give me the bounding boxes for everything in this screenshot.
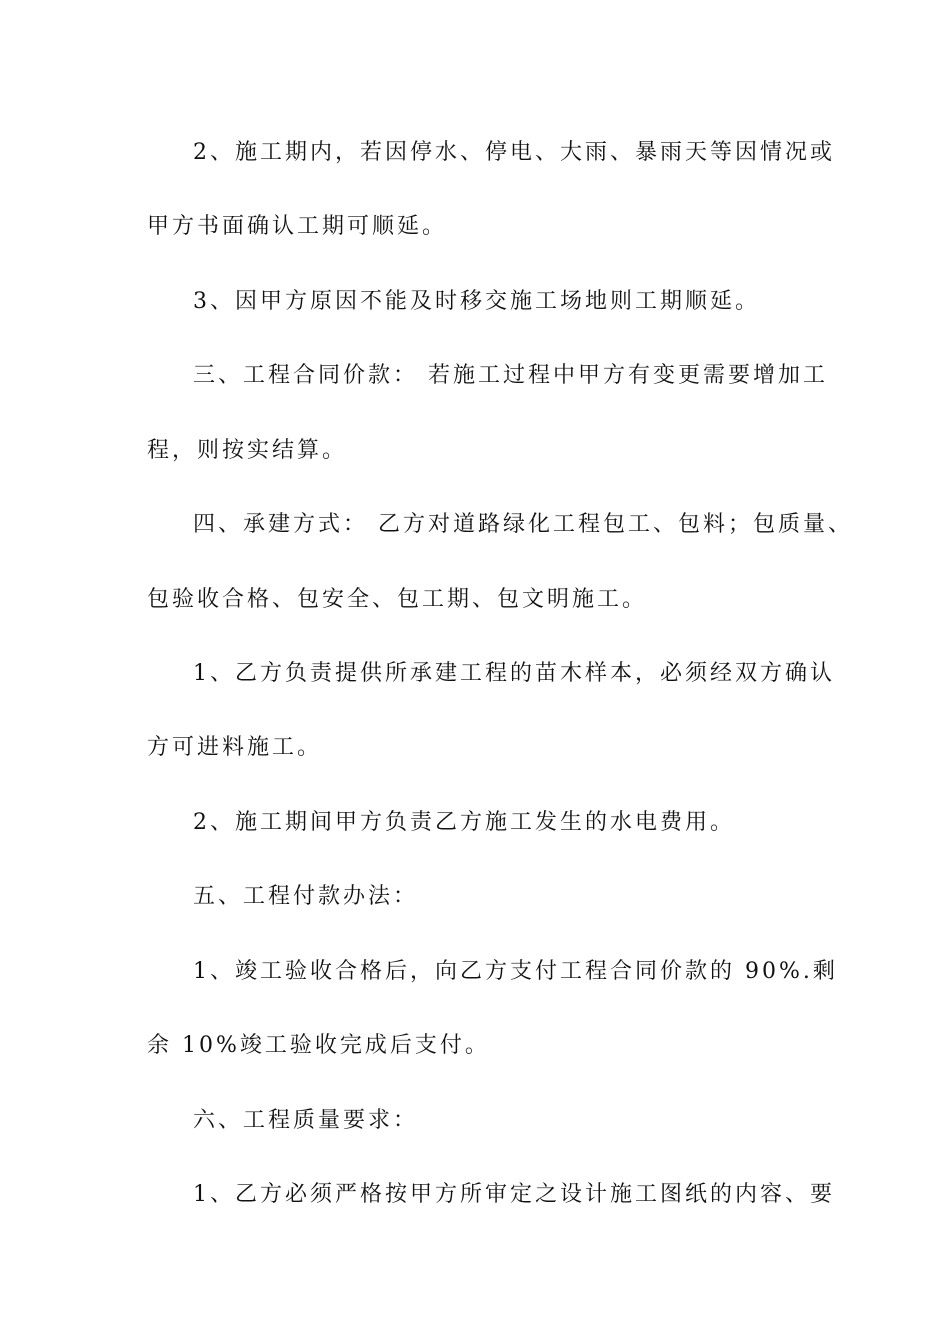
section-heading-construction-method: 四、承建方式： 乙方对道路绿化工程包工、包料；包质量、 — [193, 512, 853, 537]
paragraph-line-1: 2、施工期内，若因停水、停电、大雨、暴雨天等因情况或 — [193, 140, 835, 165]
paragraph-line-15: 1、乙方必须严格按甲方所审定之设计施工图纸的内容、要 — [193, 1182, 835, 1207]
paragraph-line-3: 3、因甲方原因不能及时移交施工场地则工期顺延。 — [193, 289, 760, 314]
paragraph-line-8: 1、乙方负责提供所承建工程的苗木样本，必须经双方确认 — [193, 661, 835, 686]
paragraph-line-7: 包验收合格、包安全、包工期、包文明施工。 — [147, 587, 648, 612]
section-heading-quality-requirements: 六、工程质量要求： — [193, 1108, 419, 1133]
paragraph-line-13: 余 10%竣工验收完成后支付。 — [147, 1033, 490, 1058]
paragraph-line-9: 方可进料施工。 — [147, 735, 323, 760]
section-heading-payment-method: 五、工程付款办法： — [193, 884, 419, 909]
paragraph-line-10: 2、施工期间甲方负责乙方施工发生的水电费用。 — [193, 810, 735, 835]
paragraph-line-5: 程，则按实结算。 — [147, 438, 348, 463]
paragraph-line-2: 甲方书面确认工期可顺延。 — [147, 214, 448, 239]
paragraph-line-12: 1、竣工验收合格后，向乙方支付工程合同价款的 90%.剩 — [193, 959, 838, 984]
section-heading-contract-price: 三、工程合同价款： 若施工过程中甲方有变更需要增加工 — [193, 363, 828, 388]
